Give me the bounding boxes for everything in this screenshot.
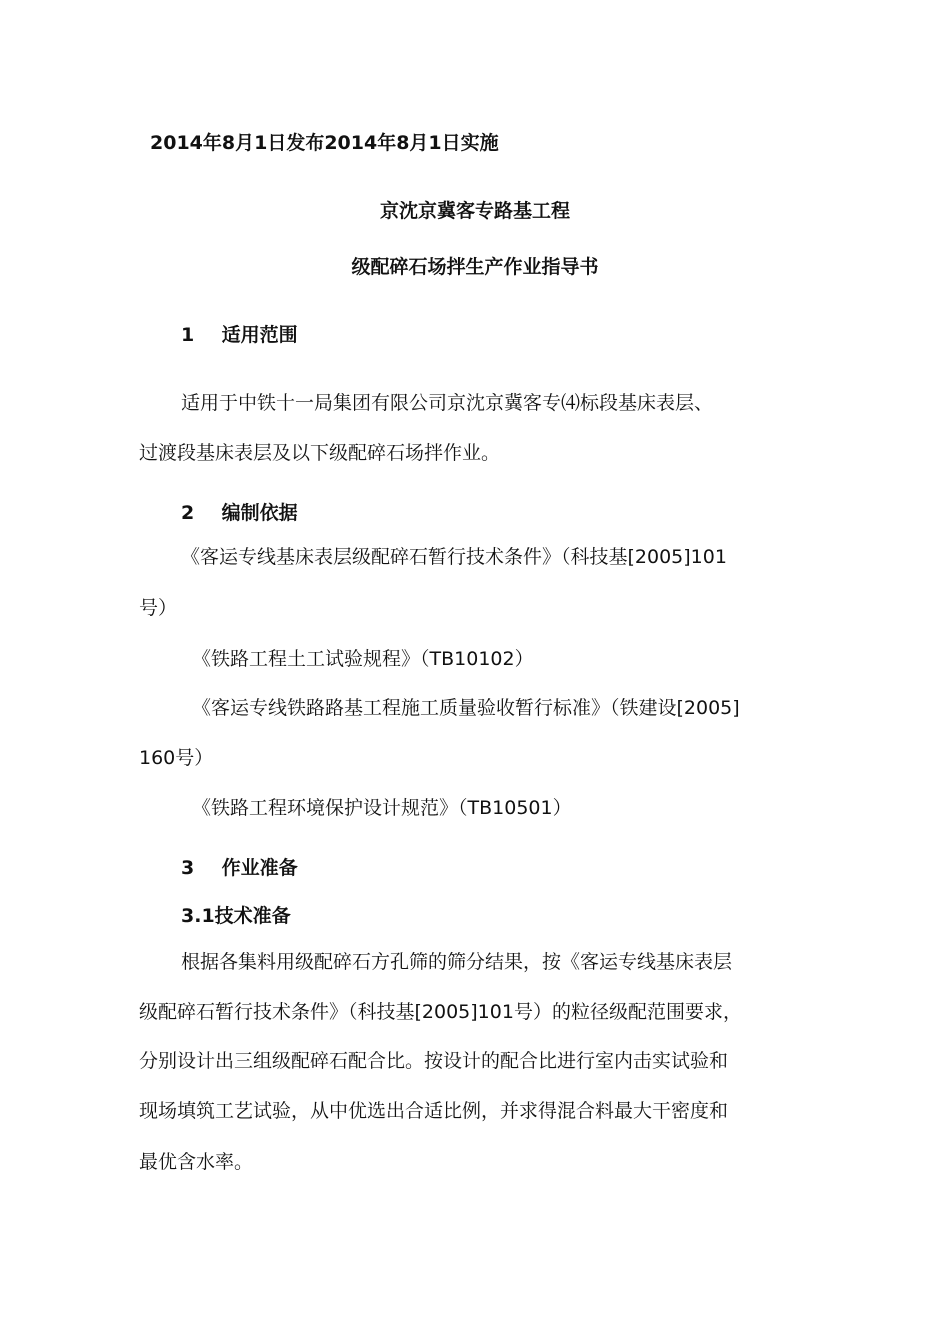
issue-date-line: 2014年8月1日发布2014年8月1日实施 [150, 132, 499, 154]
section-heading [181, 499, 298, 527]
doc-title-line2: 级配碎石场拌生产作业指导书 [351, 256, 599, 278]
doc-title-line1: 京沈京冀客专路基工程 [379, 200, 570, 222]
section-number: 3 [181, 857, 195, 879]
reference-line: 《铁路工程环境保护设计规范》（TB10501） [192, 797, 572, 819]
paragraph-line: 过渡段基床表层及以下级配碎石场拌作业。 [139, 442, 501, 464]
section-title: 作业准备 [221, 857, 298, 879]
section-number: 2 [181, 502, 195, 524]
section-title: 编制依据 [221, 502, 298, 524]
paragraph-line: 现场填筑工艺试验，从中优选出合适比例，并求得混合料最大干密度和 [139, 1100, 729, 1122]
paragraph-line: 最优含水率。 [139, 1151, 254, 1173]
reference-line: 《铁路工程土工试验规程》（TB10102） [192, 648, 534, 670]
section-heading [181, 854, 298, 882]
paragraph-line: 根据各集料用级配碎石方孔筛的筛分结果，按《客运专线基床表层 [181, 951, 733, 973]
section-number: 1 [181, 324, 195, 346]
paragraph-line: 级配碎石暂行技术条件》（科技基[2005]101号）的粒径级配范围要求， [139, 1001, 742, 1023]
paragraph-line: 适用于中铁十一局集团有限公司京沈京冀客专⑷标段基床表层、 [181, 392, 714, 414]
section-heading [181, 321, 298, 349]
reference-line: 《客运专线铁路路基工程施工质量验收暂行标准》（铁建设[2005] [192, 697, 740, 719]
paragraph-line: 分别设计出三组级配碎石配合比。按设计的配合比进行室内击实试验和 [139, 1050, 729, 1072]
reference-line: 《客运专线基床表层级配碎石暂行技术条件》（科技基[2005]101 [181, 546, 727, 568]
section-title: 适用范围 [221, 324, 298, 346]
subsection-heading: 3.1技术准备 [181, 905, 291, 927]
reference-line: 号） [139, 597, 178, 619]
reference-line: 160号） [139, 747, 214, 769]
